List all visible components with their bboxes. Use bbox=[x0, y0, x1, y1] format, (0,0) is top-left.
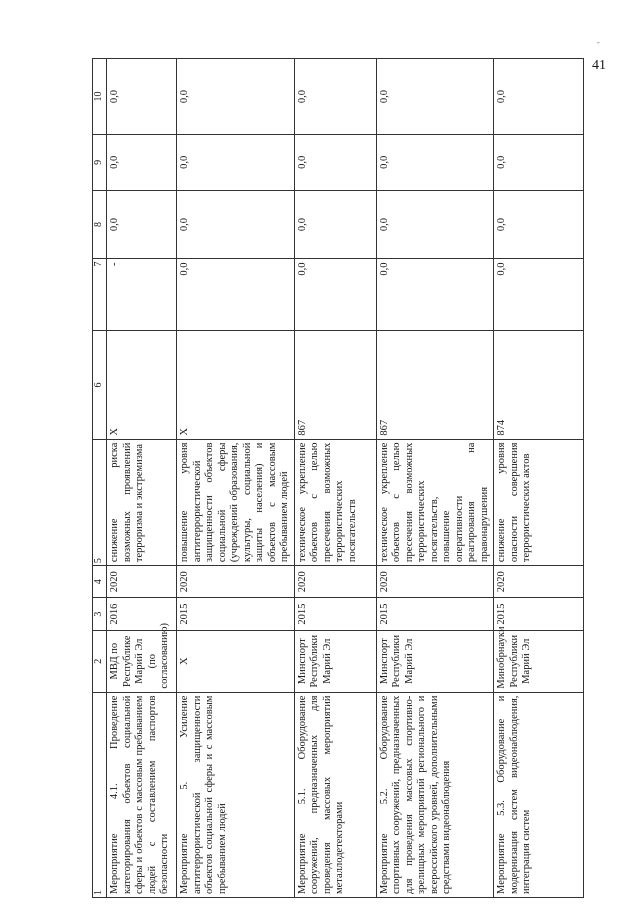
start-year-cell: 2015 bbox=[294, 598, 376, 630]
col10-cell: 0,0 bbox=[294, 59, 376, 135]
col9-cell: 0,0 bbox=[494, 134, 584, 190]
rotated-table-container bbox=[92, 58, 622, 898]
col10-cell: 0,0 bbox=[376, 59, 494, 135]
result-cell: техническое укрепление объектов с целью пресечения возможных террористических посягательств, повышение оперативности реагирования на правонарушения bbox=[376, 439, 494, 566]
col9-cell: 0,0 bbox=[177, 134, 295, 190]
result-cell: техническое укрепление объектов с целью пресечения возможных террористических посягательств bbox=[294, 439, 376, 566]
col6-cell: 867 bbox=[376, 331, 494, 439]
col9-cell: 0,0 bbox=[107, 134, 177, 190]
col8-cell: 0,0 bbox=[376, 190, 494, 259]
col10-cell: 0,0 bbox=[107, 59, 177, 135]
col7-cell: - bbox=[107, 259, 177, 331]
event-cell: Мероприятие 5. Усиление антитеррористической защищенности объектов социальной сферы и с массовым пребыванием людей bbox=[177, 692, 295, 897]
col6-cell: 867 bbox=[294, 331, 376, 439]
event-cell: Мероприятие 5.3. Оборудование и модернизация систем видеонаблюдения, интеграция систем bbox=[494, 692, 584, 897]
end-year-cell: 2020 bbox=[107, 566, 177, 598]
col8-cell: 0,0 bbox=[107, 190, 177, 259]
executor-cell: Минспорт Республики Марий Эл bbox=[294, 630, 376, 692]
rotated-table-area bbox=[92, 58, 622, 898]
table-row bbox=[494, 59, 584, 898]
col6-cell: X bbox=[107, 331, 177, 439]
header-col-8: 8 bbox=[93, 190, 107, 259]
event-cell: Мероприятие 4.1. Проведение категорирования объектов социальной сферы и объектов с массовым пребыванием людей с составлением паспортов безопасности bbox=[107, 692, 177, 897]
start-year-cell: 2015 bbox=[494, 598, 584, 630]
executor-cell: Минспорт Республики Марий Эл bbox=[376, 630, 494, 692]
header-col-2: 2 bbox=[93, 630, 107, 692]
col6-cell: X bbox=[177, 331, 295, 439]
result-cell: снижение риска возможных проявлений терроризма и экстремизма bbox=[107, 439, 177, 566]
event-cell: Мероприятие 5.1. Оборудование сооружений, предназначенных для проведения массовых мероприятий металлодетекторами bbox=[294, 692, 376, 897]
col10-cell: 0,0 bbox=[494, 59, 584, 135]
header-col-9: 9 bbox=[93, 134, 107, 190]
header-col-6: 6 bbox=[93, 331, 107, 439]
header-col-1: 1 bbox=[93, 692, 107, 897]
result-cell: повышение уровня антитеррористической защищенности объектов социальной сферы (учреждений образования, культуры, социальной защиты населения) и объектов с массовым пребыванием людей bbox=[177, 439, 295, 566]
header-row bbox=[93, 59, 107, 898]
header-col-5: 5 bbox=[93, 439, 107, 566]
program-table bbox=[92, 58, 584, 898]
executor-cell: МВД по Республике Марий Эл (по согласованию) bbox=[107, 630, 177, 692]
event-cell: Мероприятие 5.2. Оборудование спортивных сооружений, предназначенных для проведения массовых спортивно-зрелищных мероприятий регионального и всероссийского уровней, дополнительными средствами видеонаблюдения bbox=[376, 692, 494, 897]
col9-cell: 0,0 bbox=[376, 134, 494, 190]
col8-cell: 0,0 bbox=[494, 190, 584, 259]
executor-cell: X bbox=[177, 630, 295, 692]
page-number: 41 bbox=[592, 58, 606, 73]
start-year-cell: 2015 bbox=[376, 598, 494, 630]
col8-cell: 0,0 bbox=[294, 190, 376, 259]
table-row bbox=[177, 59, 295, 898]
margin-mark: - bbox=[597, 38, 600, 47]
col7-cell: 0,0 bbox=[376, 259, 494, 331]
start-year-cell: 2015 bbox=[177, 598, 295, 630]
start-year-cell: 2016 bbox=[107, 598, 177, 630]
col9-cell: 0,0 bbox=[294, 134, 376, 190]
end-year-cell: 2020 bbox=[294, 566, 376, 598]
table-row bbox=[294, 59, 376, 898]
col7-cell: 0,0 bbox=[294, 259, 376, 331]
col7-cell: 0,0 bbox=[494, 259, 584, 331]
table-row bbox=[376, 59, 494, 898]
end-year-cell: 2020 bbox=[376, 566, 494, 598]
result-cell: снижение уровня опасности совершения террористических актов bbox=[494, 439, 584, 566]
col7-cell: 0,0 bbox=[177, 259, 295, 331]
header-col-4: 4 bbox=[93, 566, 107, 598]
end-year-cell: 2020 bbox=[494, 566, 584, 598]
col6-cell: 874 bbox=[494, 331, 584, 439]
header-col-7: 7 bbox=[93, 259, 107, 331]
col8-cell: 0,0 bbox=[177, 190, 295, 259]
header-col-10: 10 bbox=[93, 59, 107, 135]
header-col-3: 3 bbox=[93, 598, 107, 630]
end-year-cell: 2020 bbox=[177, 566, 295, 598]
executor-cell: Минобрнауки Республики Марий Эл bbox=[494, 630, 584, 692]
col10-cell: 0,0 bbox=[177, 59, 295, 135]
table-row bbox=[107, 59, 177, 898]
